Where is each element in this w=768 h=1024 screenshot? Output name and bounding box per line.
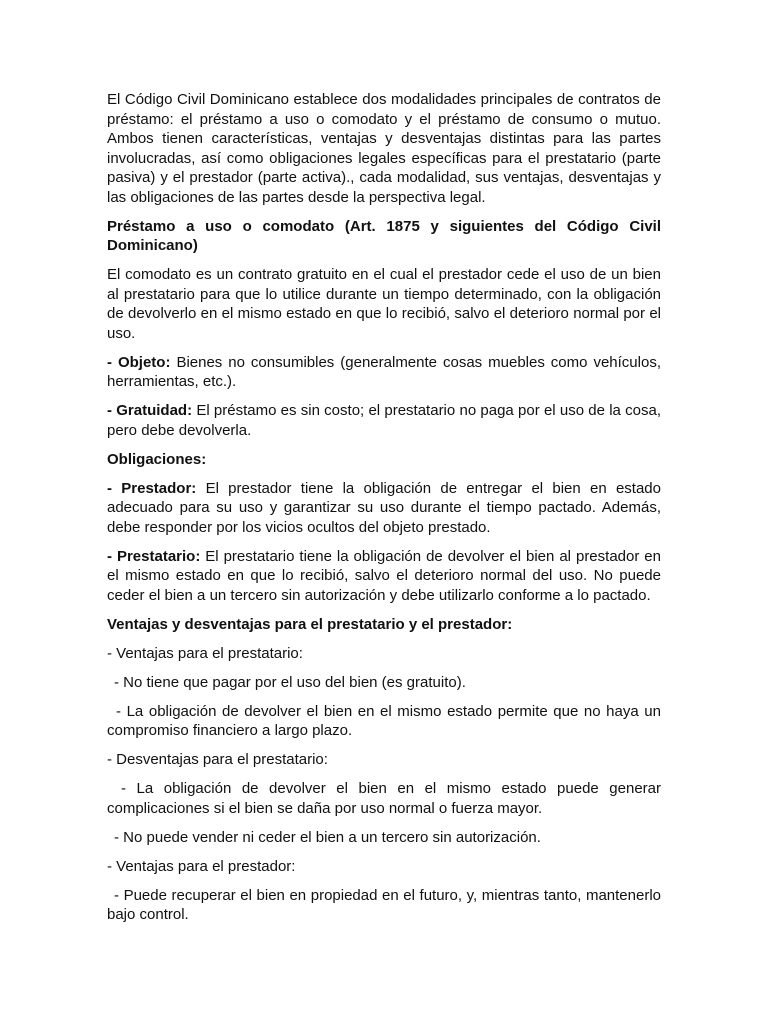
- prestador-paragraph: [107, 479, 661, 538]
- prestador-label: - Prestador:: [107, 479, 197, 497]
- comodato-definition: El comodato es un contrato gratuito en el cual el prestador cede el uso de un bien al prestatario para que lo utilice durante un tiempo determinado, con la obligación de devolverlo en el mismo estado en que lo recibió, salvo el deterioro normal por el uso.: [107, 266, 661, 342]
- document-page: [107, 90, 661, 934]
- prestatario-text: El prestatario tiene la obligación de devolver el bien al prestador en el mismo estado en que lo recibió, salvo el deterioro normal del uso. No puede ceder el bien a un tercero sin autorización y debe utilizarlo conforme a lo pactado.: [107, 547, 661, 604]
- prestatario-label: - Prestatario:: [107, 547, 201, 565]
- prestatario-paragraph: [107, 547, 661, 606]
- desventaja-prestatario-1: - La obligación de devolver el bien en el mismo estado puede generar complicaciones si el bien se daña por uso normal o fuerza mayor.: [107, 780, 661, 817]
- intro-paragraph: El Código Civil Dominicano establece dos modalidades principales de contratos de préstamo: el préstamo a uso o comodato y el préstamo de consumo o mutuo. Ambos tienen características, ventajas y desventajas distintas para las partes involucradas, así como obligaciones legales específicas para el prestatario (parte pasiva) y el prestador (parte activa)., cada modalidad, sus ventajas, desventajas y las obligaciones de las partes desde la perspectiva legal.: [107, 91, 661, 206]
- prestador-text: El prestador tiene la obligación de entregar el bien en estado adecuado para su uso y garantizar su uso durante el tiempo pactado. Además, debe responder por los vicios ocultos del objeto prestado.: [107, 479, 661, 536]
- heading-comodato: Préstamo a uso o comodato (Art. 1875 y siguientes del Código Civil Dominicano): [107, 217, 661, 254]
- ventaja-prestatario-2: - La obligación de devolver el bien en el mismo estado permite que no haya un compromiso financiero a largo plazo.: [107, 702, 661, 739]
- gratuidad-paragraph: [107, 401, 661, 440]
- ventajas-prestatario-label: - Ventajas para el prestatario:: [107, 644, 303, 662]
- heading-obligaciones: Obligaciones:: [107, 450, 207, 468]
- heading-ventajas: Ventajas y desventajas para el prestatario y el prestador:: [107, 615, 513, 633]
- gratuidad-label: - Gratuidad:: [107, 402, 193, 419]
- objeto-text: Bienes no consumibles (generalmente cosas muebles como vehículos, herramientas, etc.).: [107, 353, 661, 390]
- objeto-paragraph: [107, 353, 661, 392]
- ventaja-prestatario-1: - No tiene que pagar por el uso del bien (es gratuito).: [114, 673, 466, 691]
- gratuidad-text: El préstamo es sin costo; el prestatario no paga por el uso de la cosa, pero debe devolverla.: [107, 402, 661, 439]
- objeto-label: - Objeto:: [107, 353, 171, 371]
- ventajas-prestador-label: - Ventajas para el prestador:: [107, 857, 296, 875]
- desventaja-prestatario-2: - No puede vender ni ceder el bien a un tercero sin autorización.: [114, 828, 541, 846]
- desventajas-prestatario-label: - Desventajas para el prestatario:: [107, 751, 328, 768]
- ventaja-prestador-1: - Puede recuperar el bien en propiedad en el futuro, y, mientras tanto, mantenerlo bajo control.: [107, 886, 661, 923]
